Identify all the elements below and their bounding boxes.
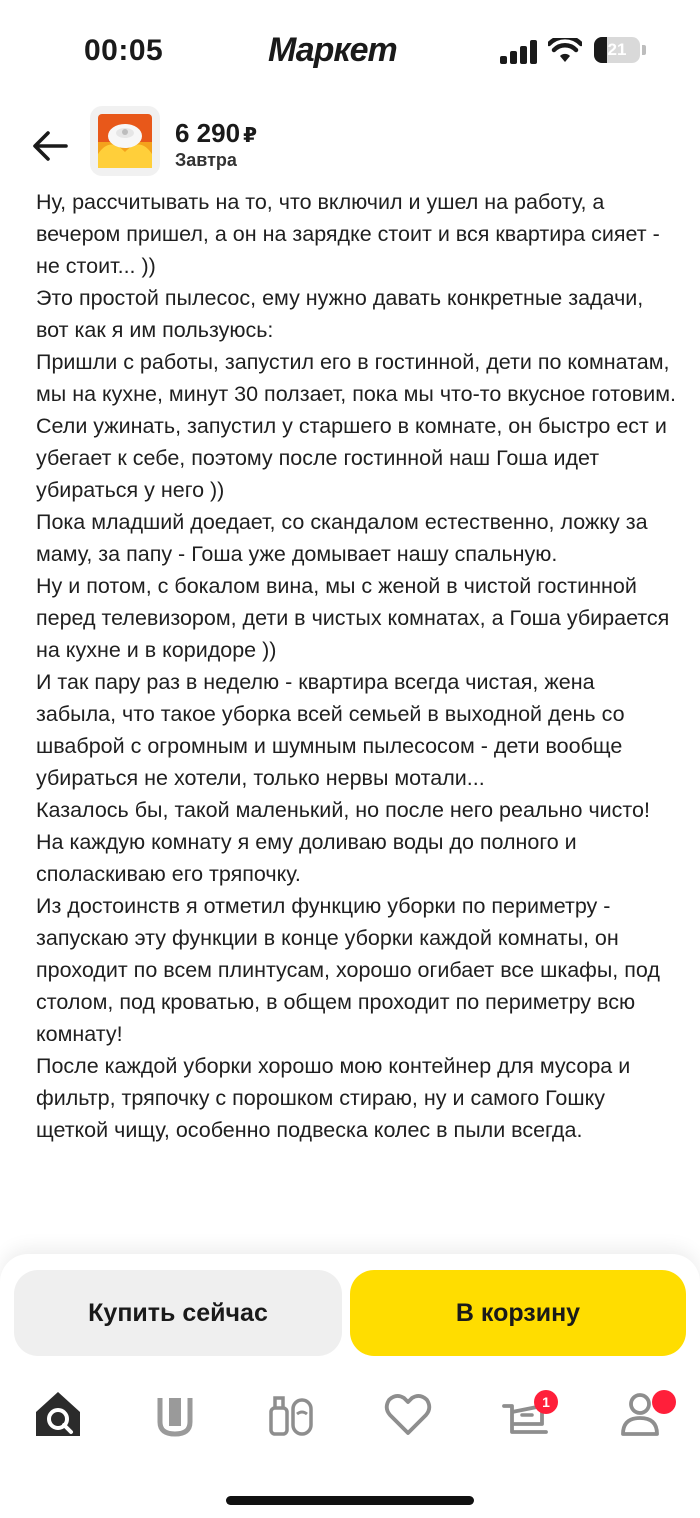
back-arrow-icon[interactable]	[30, 126, 70, 166]
review-paragraph: Казалось бы, такой маленький, но после него реально чисто!	[36, 798, 650, 822]
robot-vacuum-image	[90, 106, 160, 176]
battery-icon	[594, 37, 640, 63]
plus-icon[interactable]	[147, 1386, 203, 1442]
product-header	[0, 100, 700, 180]
price-value: 6 290	[175, 118, 241, 148]
add-to-cart-button[interactable]: В корзину	[350, 1270, 686, 1356]
battery-tip	[642, 45, 646, 55]
purchase-actions	[0, 1254, 700, 1372]
delivery-date: Завтра	[175, 150, 237, 170]
review-paragraph: Из достоинств я отметил функцию уборки по периметру - запускаю эту функции в конце уборки каждой комнаты, он проходит по всем плинтусам, хорошо огибает все шкафы, под столом, под кроватью, в общем проходит по периметру всю комнату!	[36, 894, 660, 1046]
review-paragraph: На каждую комнату я ему доливаю воды до полного и споласкиваю его тряпочку.	[36, 830, 577, 886]
status-time: 00:05	[84, 34, 164, 67]
review-text	[36, 160, 676, 1250]
profile-notification-dot	[652, 1390, 676, 1414]
review-paragraph: Это простой пылесос, ему нужно давать конкретные задачи, вот как я им пользуюсь:	[36, 286, 644, 342]
home-indicator	[226, 1496, 474, 1505]
products-icon[interactable]	[263, 1386, 319, 1442]
cart-badge: 1	[534, 1390, 558, 1414]
review-paragraph: Ну, рассчитывать на то, что включил и ушел на работу, а вечером пришел, а он на зарядке стоит и вся квартира сияет - не стоит... ))	[36, 190, 660, 278]
review-paragraph: Пока младший доедает, со скандалом естественно, ложку за маму, за папу - Гоша уже домывает нашу спальную.	[36, 510, 648, 566]
home-search-icon[interactable]	[30, 1386, 86, 1442]
product-thumbnail[interactable]	[90, 106, 160, 176]
review-paragraph: Ну и потом, с бокалом вина, мы с женой в чистой гостинной перед телевизором, дети в чистых комнатах, а Гоша убирается на кухне и в коридоре ))	[36, 574, 670, 662]
heart-icon[interactable]	[380, 1386, 436, 1442]
review-paragraph: Сели ужинать, запустил у старшего в комнате, он быстро ест и убегает к себе, поэтому после гостинной наш Гоша идет убираться у него ))	[36, 414, 667, 502]
buy-now-button[interactable]: Купить сейчас	[14, 1270, 342, 1356]
review-paragraph: После каждой уборки хорошо мою контейнер для мусора и фильтр, тряпочку с порошком стираю, ну и самого Гошку щеткой чищу, особенно подвеска колес в пыли всегда.	[36, 1054, 631, 1142]
status-bar	[0, 0, 700, 100]
currency-symbol: ₽	[243, 125, 257, 147]
bottom-tab-bar	[0, 1372, 700, 1472]
battery-level: 21	[607, 40, 627, 59]
wifi-icon	[548, 38, 582, 64]
review-paragraph: И так пару раз в неделю - квартира всегда чистая, жена забыла, что такое уборка всей семьей в выходной день со шваброй с огромным и шумным пылесосом - дети вообще убираться не хотели, только нервы мотали...	[36, 670, 625, 790]
review-paragraph: Пришли с работы, запустил его в гостинной, дети по комнатам, мы на кухне, минут 30 ползает, пока мы что-то вкусное готовим.	[36, 350, 676, 406]
review-paragraphs	[36, 160, 676, 1146]
brand-logo: Маркет	[268, 31, 397, 69]
product-price	[175, 118, 257, 149]
signal-icon	[500, 40, 540, 64]
